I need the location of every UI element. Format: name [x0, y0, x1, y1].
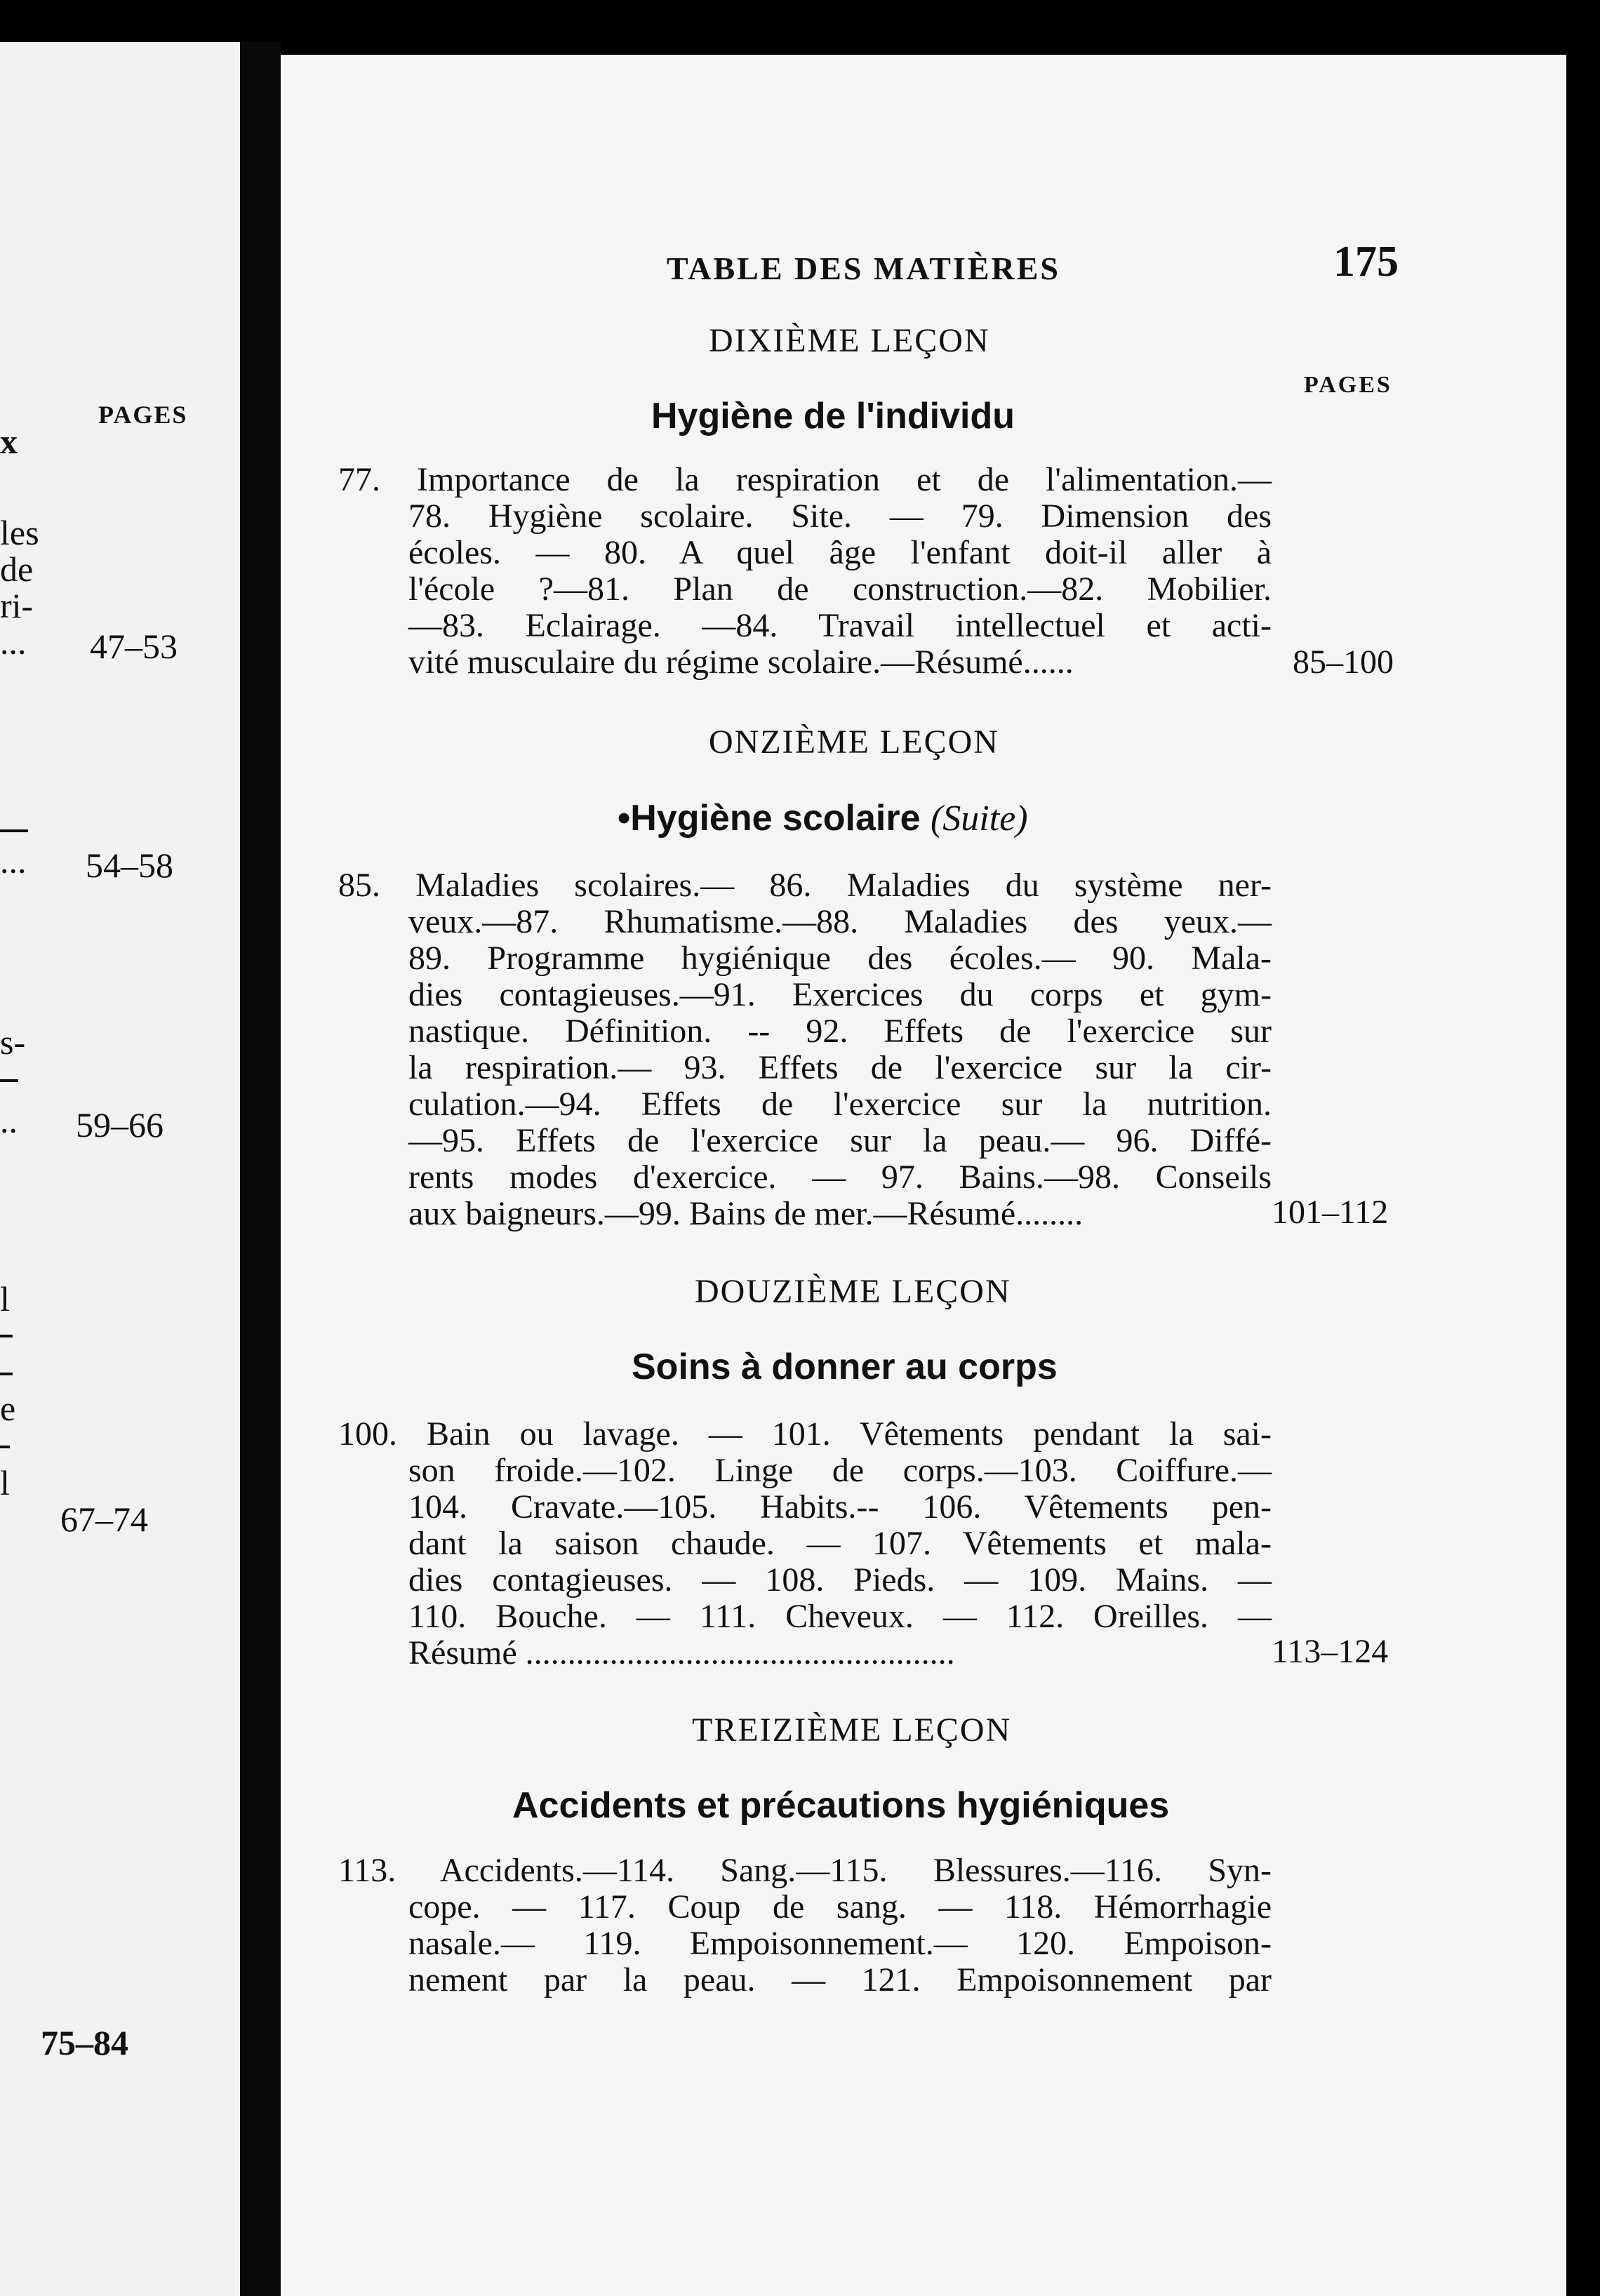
- contents-line: la respiration.— 93. Effets de l'exercice sur la cir-: [408, 1049, 1272, 1086]
- contents-line: l'école ?—81. Plan de construction.—82. Mobilier.: [408, 570, 1272, 608]
- left-pages-label: PAGES: [98, 401, 188, 429]
- left-rule: [0, 829, 28, 832]
- contents-line: dies contagieuses. — 108. Pieds. — 109. Mains. —: [408, 1561, 1272, 1598]
- contents-line: vité musculaire du régime scolaire.—Résumé......: [408, 643, 1074, 681]
- left-page-ref: 59–66: [76, 1105, 164, 1144]
- lesson-subtitle: •Hygiène scolaire (Suite): [618, 798, 1028, 839]
- left-fragment: l: [0, 1463, 10, 1502]
- lesson-contents: [338, 867, 1272, 1232]
- contents-line: nement par la peau. — 121. Empoisonnement par: [408, 1961, 1272, 1998]
- left-page-ref: 75–84: [41, 2023, 128, 2062]
- left-page-ref: 47–53: [90, 627, 178, 666]
- running-title: TABLE DES MATIÈRES: [667, 251, 1060, 286]
- contents-line: 113. Accidents.—114. Sang.—115. Blessures.—116. Syn-: [338, 1852, 1272, 1889]
- contents-line: Résumé ...................................................: [408, 1634, 955, 1671]
- lesson-subtitle: Accidents et précautions hygiéniques: [512, 1785, 1170, 1826]
- lesson-subtitle: Soins à donner au corps: [632, 1347, 1058, 1387]
- left-fragment: s-: [0, 1022, 26, 1062]
- contents-line: 77. Importance de la respiration et de l'alimentation.—: [338, 461, 1272, 498]
- left-fragment: ri-: [0, 586, 34, 625]
- left-fragment: e: [0, 1389, 16, 1428]
- contents-line: 89. Programme hygiénique des écoles.— 90. Mala-: [408, 940, 1272, 977]
- lesson-heading: ONZIÈME LEÇON: [709, 723, 999, 761]
- section-pages: 113–124: [1272, 1633, 1389, 1670]
- left-fragment: ...: [0, 841, 27, 881]
- contents-line: —83. Eclairage. —84. Travail intellectuel et acti-: [408, 607, 1272, 644]
- left-fragment: ...: [0, 622, 27, 662]
- contents-line: écoles. — 80. A quel âge l'enfant doit-il aller à: [408, 534, 1272, 571]
- left-fragment: x: [0, 422, 18, 461]
- contents-line: son froide.—102. Linge de corps.—103. Coiffure.—: [408, 1452, 1272, 1489]
- pages-column-label: PAGES: [1304, 372, 1392, 398]
- contents-line: 78. Hygiène scolaire. Site. — 79. Dimension des: [408, 498, 1272, 535]
- contents-line: 104. Cravate.—105. Habits.-- 106. Vêtements pen-: [408, 1488, 1272, 1526]
- contents-line: nasale.— 119. Empoisonnement.— 120. Empoison-: [408, 1925, 1272, 1962]
- table-of-contents-page: [281, 55, 1566, 2296]
- left-fragment: ..: [0, 1101, 18, 1140]
- contents-line: 110. Bouche. — 111. Cheveux. — 112. Oreilles. —: [408, 1598, 1272, 1635]
- lesson-contents: [338, 462, 1272, 681]
- lesson-contents: [338, 1416, 1272, 1671]
- contents-line: dies contagieuses.—91. Exercices du corps et gym-: [408, 976, 1272, 1013]
- lesson-heading: TREIZIÈME LEÇON: [692, 1711, 1012, 1749]
- contents-line: —95. Effets de l'exercice sur la peau.— 96. Diffé-: [408, 1122, 1272, 1159]
- lesson-heading: DIXIÈME LEÇON: [709, 322, 990, 359]
- left-rule: [0, 1373, 13, 1375]
- contents-line: nastique. Définition. -- 92. Effets de l'exercice sur: [408, 1013, 1272, 1050]
- left-rule: [0, 1446, 10, 1448]
- left-page-ref: 67–74: [60, 1500, 148, 1539]
- lesson-heading: DOUZIÈME LEÇON: [695, 1273, 1011, 1310]
- contents-line: 100. Bain ou lavage. — 101. Vêtements pendant la sai-: [338, 1415, 1272, 1453]
- left-page-ref: 54–58: [86, 846, 173, 885]
- lesson-contents: [338, 1853, 1272, 1998]
- lesson-subtitle: Hygiène de l'individu: [651, 396, 1015, 436]
- left-fragment: les: [0, 513, 39, 552]
- page-number: 175: [1333, 238, 1399, 286]
- contents-line: aux baigneurs.—99. Bains de mer.—Résumé........: [408, 1195, 1084, 1232]
- left-rule: [0, 1335, 13, 1337]
- contents-line: rents modes d'exercice. — 97. Bains.—98. Conseils: [408, 1159, 1272, 1196]
- left-rule: [0, 1079, 18, 1082]
- lesson-subtitle-note: (Suite): [930, 799, 1028, 839]
- book-gutter: [240, 42, 281, 2296]
- previous-page: [0, 42, 240, 2296]
- left-fragment: l: [0, 1279, 10, 1319]
- section-pages: 85–100: [1293, 643, 1394, 681]
- lesson-subtitle-text: Hygiène scolaire: [630, 798, 921, 839]
- contents-line: dant la saison chaude. — 107. Vêtements et mala-: [408, 1525, 1272, 1562]
- contents-line: culation.—94. Effets de l'exercice sur la nutrition.: [408, 1086, 1272, 1123]
- contents-line: 85. Maladies scolaires.— 86. Maladies du système ner-: [338, 867, 1272, 904]
- contents-line: cope. — 117. Coup de sang. — 118. Hémorrhagie: [408, 1888, 1272, 1925]
- left-fragment: de: [0, 549, 34, 589]
- section-pages: 101–112: [1272, 1194, 1389, 1231]
- contents-line: veux.—87. Rhumatisme.—88. Maladies des yeux.—: [408, 903, 1272, 940]
